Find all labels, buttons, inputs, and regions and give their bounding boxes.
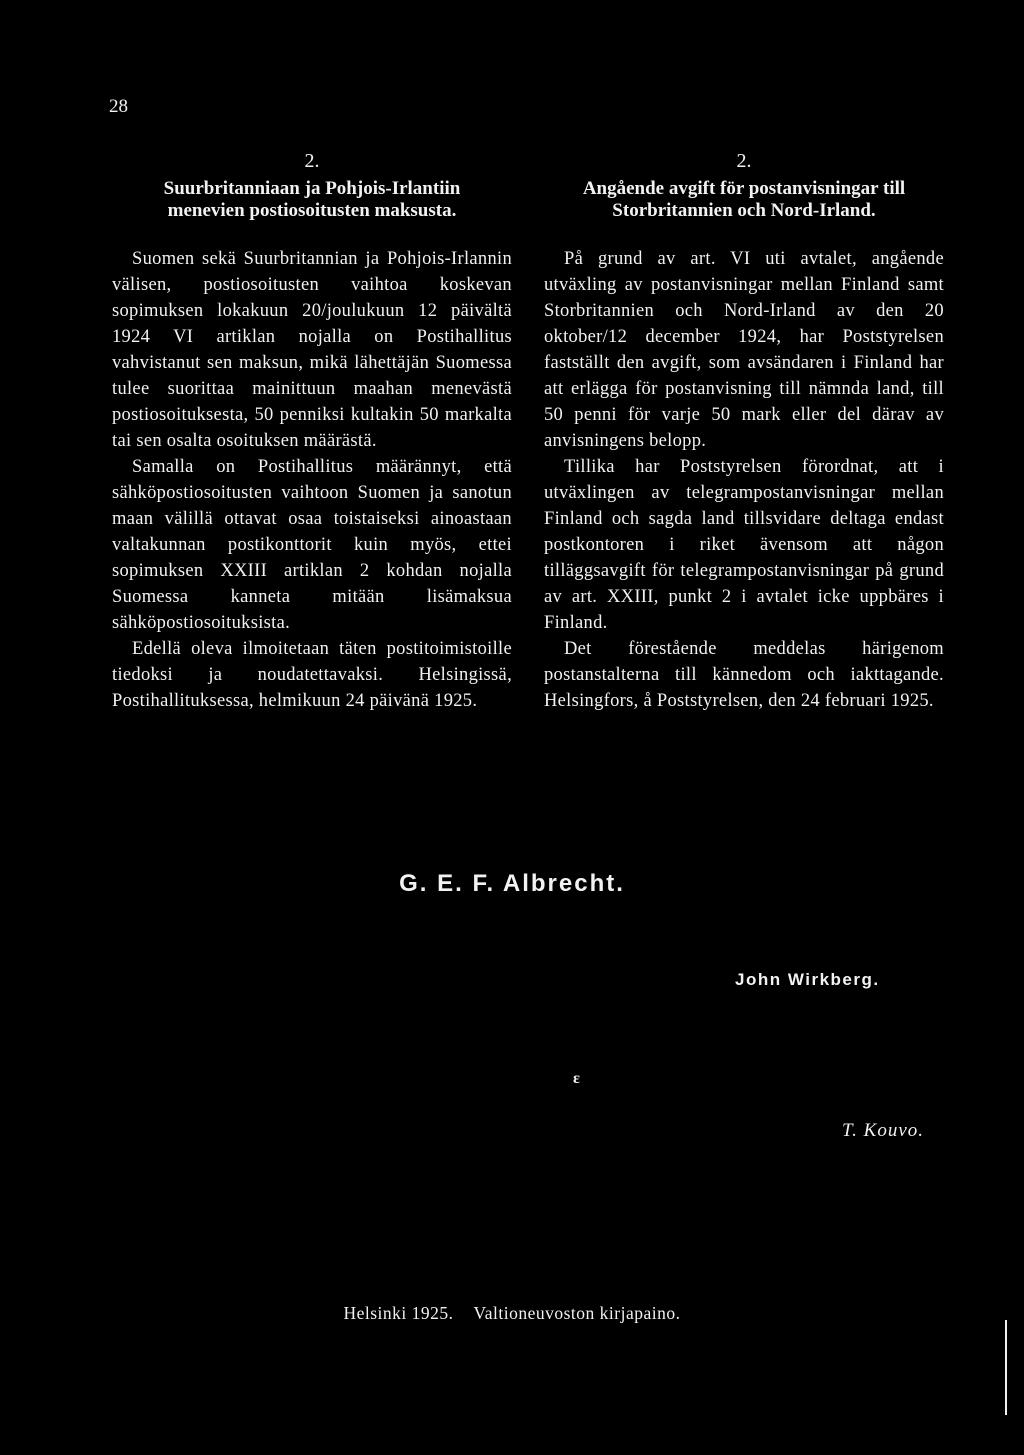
finnish-paragraph-1: Suomen sekä Suurbritannian ja Pohjois-Irlannin välisen, postiosoitusten vaihtoa koskevan sopimuksen lokakuun 20/joulukuun 12 päivältä 1924 VI artiklan nojalla on Postihallitus vahvistanut sen maksun, mikä lähettäjän Suomessa tulee suorittaa mainittuun maahan menevästä postiosoituksesta, 50 penniksi kultakin 50 markalta tai sen osalta osoituksen määrästä. [112, 249, 512, 451]
signature-main: G. E. F. Albrecht. [399, 870, 625, 897]
swedish-paragraph-2: Tillika har Poststyrelsen förordnat, att i utväxlingen av telegrampostanvisningar mellan Finland och sagda land tillsvidare deltaga endast postkontoren i riket ävensom att någon tilläggsavgift för telegrampostanvisningar på grund av art. XXIII, punkt 2 i avtalet icke uppbäres i Finland. [544, 457, 944, 633]
signature-second: John Wirkberg. [735, 970, 880, 989]
page-number: 28 [109, 96, 128, 117]
finnish-column [112, 150, 512, 714]
imprint-printer: Valtioneuvoston kirjapaino. [473, 1303, 681, 1323]
swedish-section-number: 2. [736, 150, 752, 172]
finnish-section-number: 2. [304, 150, 320, 172]
swedish-column [544, 150, 944, 714]
finnish-section-title [112, 178, 512, 222]
edge-line [1005, 1320, 1007, 1415]
swedish-paragraph-1: På grund av art. VI uti avtalet, angående utväxling av postanvisningar mellan Finland samt Storbritannien och Nord-Irland av den 20 oktober/12 december 1924, har Poststyrelsen fastställt den avgift, som avsändaren i Finland har att erlägga för postanvisning till nämnda land, till 50 penni för varje 50 mark eller del därav av anvisningens belopp. [544, 249, 944, 451]
signature-third: T. Kouvo. [842, 1120, 925, 1141]
swedish-section-title [544, 178, 944, 222]
finnish-paragraph-3: Edellä oleva ilmoitetaan täten postitoimistoille tiedoksi ja noudatettavaksi. Helsingissä, Postihallituksessa, helmikuun 24 päivänä 1925. [112, 639, 512, 711]
finnish-paragraph-2: Samalla on Postihallitus määrännyt, että sähköpostiosoitusten vaihtoon Suomen ja sanotun maan välillä ottavat osaa toistaiseksi ainoastaan valtakunnan postikonttorit kuin myös, ettei sopimuksen XXIII artiklan 2 kohdan nojalla Suomessa kanneta mitään lisämaksua sähköpostiosoituksista. [112, 457, 512, 633]
printer-imprint [0, 1303, 1024, 1324]
swedish-paragraph-3: Det förestående meddelas härigenom postanstalterna till kännedom och iakttagande. Helsingfors, å Poststyrelsen, den 24 februari 1925. [544, 639, 944, 711]
swedish-title-line-2: Storbritannien och Nord-Irland. [612, 200, 876, 221]
finnish-title-line-2: menevien postiosoitusten maksusta. [167, 200, 457, 221]
stray-mark: ɛ [573, 1070, 580, 1087]
imprint-place-year: Helsinki 1925. [343, 1303, 454, 1323]
finnish-title-line-1: Suurbritanniaan ja Pohjois-Irlantiin [163, 178, 461, 199]
swedish-title-line-1: Angående avgift för postanvisningar till [582, 178, 906, 199]
